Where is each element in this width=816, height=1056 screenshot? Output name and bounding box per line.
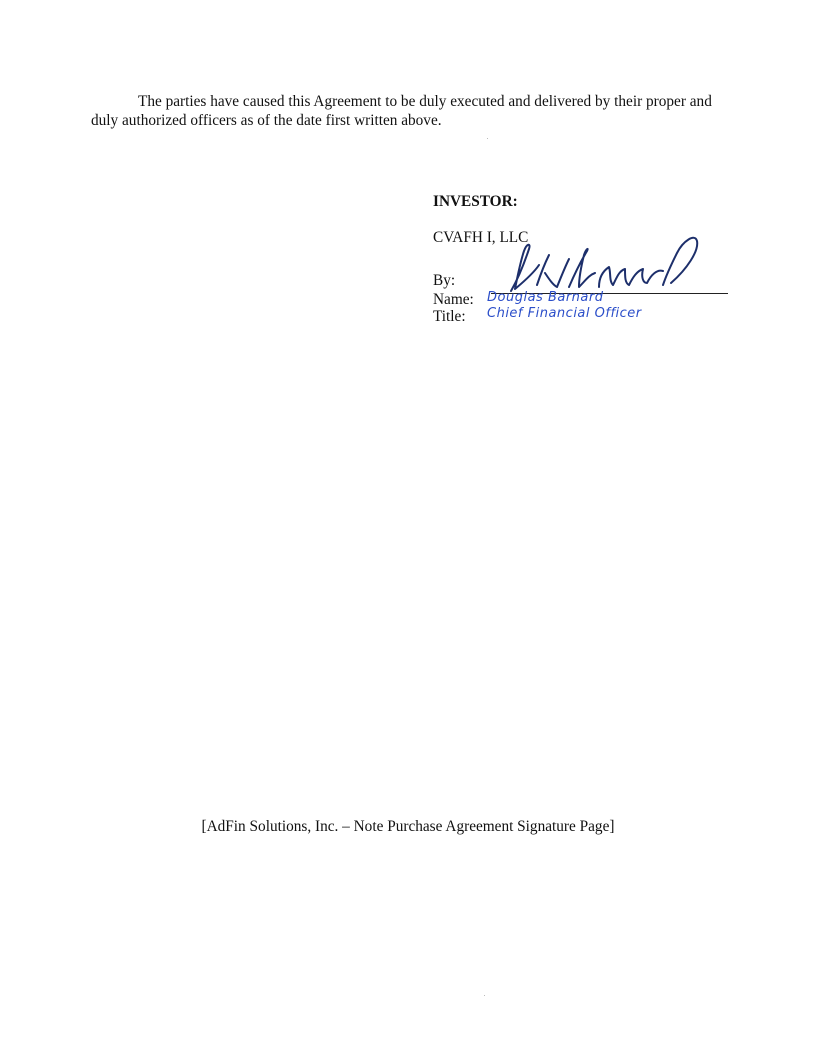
scan-speck: [484, 995, 485, 996]
scan-speck: [487, 138, 488, 139]
name-row: [433, 291, 487, 309]
signer-name: Douglas Barnard: [487, 290, 604, 305]
handwritten-signature: [491, 227, 711, 299]
party-heading: INVESTOR:: [433, 193, 518, 210]
signature-page-footer: [AdFin Solutions, Inc. – Note Purchase Agreement Signature Page]: [201, 818, 615, 835]
signature-block: [433, 193, 733, 325]
name-label: Name:: [433, 291, 474, 308]
intro-paragraph: The parties have caused this Agreement to be duly executed and delivered by their proper and duly authorized officers as of the date first written above.: [91, 93, 712, 129]
by-label: By:: [433, 272, 456, 289]
title-row: [433, 308, 487, 326]
title-label: Title:: [433, 308, 466, 325]
entity-name: CVAFH I, LLC: [433, 229, 529, 246]
by-row: [433, 272, 487, 290]
signer-title: Chief Financial Officer: [487, 306, 642, 321]
